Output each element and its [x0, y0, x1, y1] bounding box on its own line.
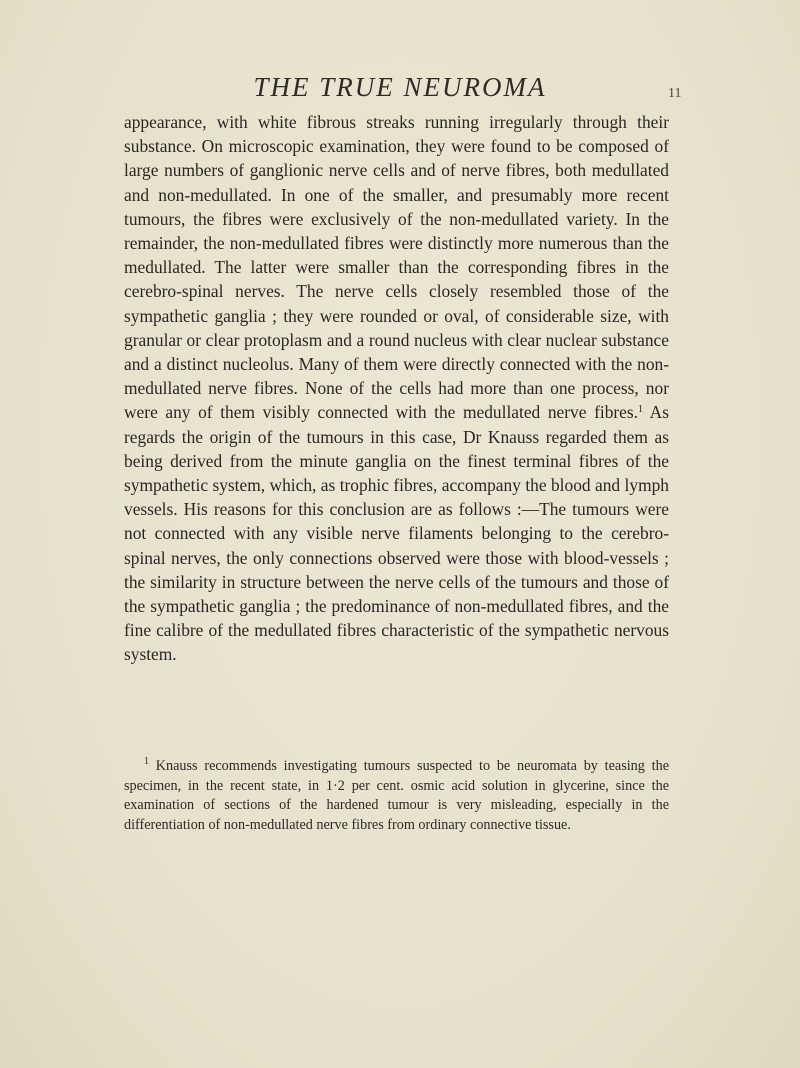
footnote-text: Knauss recommends investigating tumours suspected to be neuromata by teasing the specimen, in the recent state, in 1·2 per cent. osmic acid solution in glycerine, since the examination of sections of the hardened tumour is very misleading, especially in the differentiation of non-medullated nerve fibres from ordinary connective tissue. [124, 758, 669, 833]
footnote [124, 757, 669, 835]
footnote-reference[interactable]: 1 [638, 404, 644, 416]
footnote-marker: 1 [144, 756, 149, 767]
body-text-before-note: appearance, with white fibrous streaks running irregularly through their substance. On microscopic examination, they were found to be composed of large numbers of ganglionic nerve cells and of nerve fibres, both medullated and non-medullated. In one of the smaller, and presumably more recent tumours, the fibres were exclusively of the non-medullated variety. In the remainder, the non-medullated fibres were distinctly more numerous than the medullated. The latter were smaller than the corresponding fibres in the cerebro-spinal nerves. The nerve cells closely resembled those of the sympathetic ganglia ; they were rounded or oval, of considerable size, with granular or clear protoplasm and a round nucleus with clear nuclear substance and a distinct nucleolus. Many of them were directly connected with the non-medullated nerve fibres. None of the cells had more than one process, nor were any of them visibly connected with the medullated nerve fibres. [124, 112, 669, 423]
body-text-after-note: As regards the origin of the tumours in this case, Dr Knauss regarded them as being derived from the minute ganglia on the finest terminal fibres of the sympathetic system, which, as trophic fibres, accompany the blood and lymph vessels. His reasons for this conclusion are as follows :—The tumours were not connected with any visible nerve filaments belonging to the cerebro-spinal nerves, the only connections observed were those with blood-vessels ; the similarity in structure between the nerve cells of the tumours and those of the sympathetic ganglia ; the predominance of non-medullated fibres, and the fine calibre of the medullated fibres characteristic of the sympathetic nervous system. [124, 402, 670, 665]
page-number: 11 [668, 86, 682, 101]
running-head: THE TRUE NEUROMA [253, 72, 547, 102]
body-paragraph [124, 110, 669, 667]
